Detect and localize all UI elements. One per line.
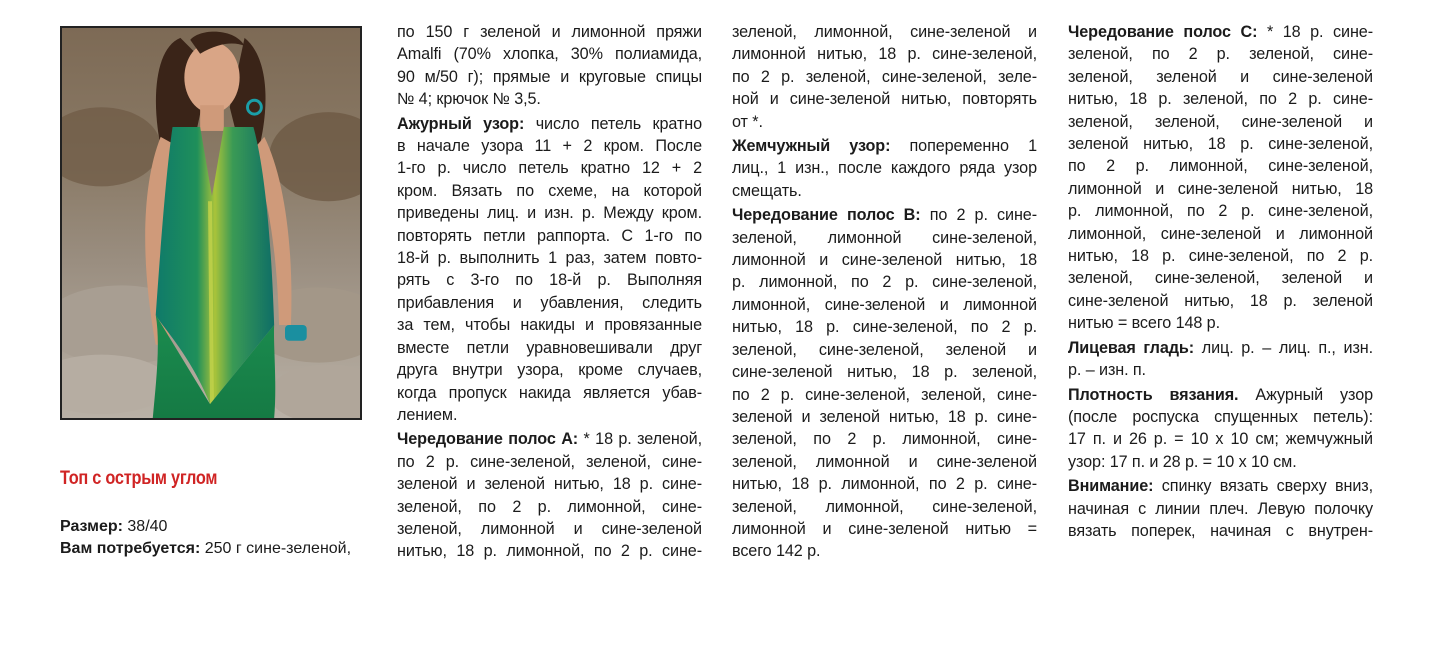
line-text: когда пропуск накида является убав- [397,383,702,402]
line-text: зеленой, лимонной, сине-зеленой, [732,497,1037,516]
line-text: зеленой, по 2 р. лимонной, сине- [732,430,1037,449]
model-photo [60,26,362,420]
text-line [732,428,1037,450]
line-text: Amalfi (70% хлопка, 30% полиамида, [397,45,702,64]
line-text: по 2 р. сине-зеленой, зеленой, сине- [397,452,702,471]
line-text: * 18 р. сине- [1257,23,1373,41]
text-line [732,180,1037,202]
text-line [397,496,702,518]
line-text: лиц., 1 изн., после каждого ряда узор [732,159,1037,178]
line-text: сине-зеленой нитью, 18 р. зеленой [1068,291,1373,310]
line-text: друга внутри узора, кроме случаев, [397,361,702,380]
text-line [1068,359,1373,381]
line-text: зеленой нитью, 18 р. сине-зеленой, [1068,135,1373,154]
line-text: зеленой, сине-зеленой, зеленой и [1068,269,1373,288]
column-1-text [60,516,365,561]
text-line [1068,88,1373,110]
line-text: нитью, 18 р. лимонной, по 2 р. сине- [397,542,702,561]
line-text: рять с 3-го по 18-й р. Выполняя [397,271,702,290]
line-text: зеленой, зеленой, сине-зеленой и [1068,112,1373,131]
line-text: кром. Вязать по схеме, на которой [397,181,702,200]
line-text: смещать. [732,181,802,200]
line-text: попеременно 1 [890,137,1037,156]
text-line [732,496,1037,518]
text-line [732,135,1037,157]
line-text: зеленой и зеленой нитью, 18 р. сине- [732,407,1037,426]
text-line [1068,223,1373,245]
text-line [1068,245,1373,267]
line-text: приведены лиц. и изн. р. Между кром. [397,204,702,223]
text-line [1068,21,1373,43]
line-text: зеленой, сине-зеленой, зеленой и [732,340,1037,359]
line-text: в начале узора 11 + 2 кром. После [397,137,702,156]
line-text: нитью, 18 р. сине-зеленой, по 2 р. [732,318,1037,337]
line-text: лимонной и сине-зеленой нитью, 18 [1068,179,1373,198]
section-label: Жемчужный узор: [732,137,891,156]
line-text: лимонной, сине-зеленой и лимонной [732,295,1037,314]
text-line [732,518,1037,540]
line-text: повторять петли раппорта. С 1-го по [397,226,702,245]
text-line [1068,498,1373,520]
column-2-text [397,21,702,563]
line-text: по 2 р. сине- [920,206,1037,225]
text-line [397,157,702,179]
text-line [1068,428,1373,450]
section-label: Плотность вязания. [1068,385,1239,404]
need-label: Вам потребуется: [60,540,201,558]
text-line [397,43,702,65]
line-text: по 150 г зеленой и лимонной пряжи [397,23,702,41]
text-line [1068,155,1373,177]
text-line [732,473,1037,495]
text-line [397,135,702,157]
text-line [732,227,1037,249]
line-text: нитью = всего 148 р. [1068,314,1220,333]
line-text: по 2 р. лимонной, сине-зеленой, [1068,157,1373,176]
line-text: начиная с линии плеч. Левую полочку [1068,499,1373,518]
line-text: лимонной и сине-зеленой нитью = [732,519,1037,538]
text-line [397,269,702,291]
line-text: зеленой, по 2 р. зеленой, сине- [1068,45,1373,64]
text-line [397,113,702,135]
line-text: зеленой и зеленой нитью, 18 р. сине- [397,475,702,494]
line-text: за тем, чтобы накиды и провязанные [397,316,702,335]
section-label: Ажурный узор: [397,114,525,133]
line-text: Ажурный узор [1238,385,1373,404]
line-text: вместе петли уравновешивали друг [397,338,702,357]
text-line [732,294,1037,316]
text-line [732,271,1037,293]
line-text: нитью, 18 р. лимонной, по 2 р. сине- [732,475,1037,494]
text-line [397,88,702,110]
line-text: зеленой, по 2 р. лимонной, сине- [397,497,702,516]
line-text: нитью, 18 р. сине-зеленой, по 2 р. [1068,247,1373,266]
line-text: р. лимонной, по 2 р. сине-зеленой, [732,273,1037,292]
text-line [732,66,1037,88]
text-line [732,406,1037,428]
text-line [397,382,702,404]
text-line [732,204,1037,226]
text-line [1068,406,1373,428]
line-text: лиц. р. – лиц. п., изн. [1194,338,1373,357]
text-line [1068,111,1373,133]
line-text: (после роспуска спущенных петель): [1068,407,1373,426]
text-line [1068,200,1373,222]
text-line [732,540,1037,562]
section-label: Чередование полос А: [397,430,579,449]
line-text: зеленой, зеленой и сине-зеленой [1068,67,1373,86]
section-label: Внимание: [1068,477,1154,496]
line-text: лимонной нитью, 18 р. сине-зеленой, [732,45,1037,64]
text-line [732,249,1037,271]
line-text: 18-й р. выполнить 1 раз, затем повто- [397,249,702,268]
line-text: лимонной, сине-зеленой и лимонной [1068,224,1373,243]
text-line [397,202,702,224]
line-text: * 18 р. зеленой, [578,430,702,449]
text-line [397,314,702,336]
size-value: 38/40 [122,518,168,535]
line-text: всего 142 р. [732,542,821,561]
text-line [732,43,1037,65]
line-text: узор: 17 п. и 28 р. = 10 х 10 см. [1068,452,1297,471]
text-line [732,316,1037,338]
text-line [1068,43,1373,65]
line-text: зеленой, лимонной, сине-зеленой и [732,23,1037,41]
line-text: ной и сине-зеленой нитью, повторять [732,90,1037,109]
need-value: 250 г сине-зеленой, [200,540,352,558]
text-line [397,404,702,426]
need-line [60,538,365,560]
text-line [397,540,702,562]
section-label: Чередование полос В: [732,206,921,225]
line-text: прибавления и убавления, следить [397,293,702,312]
text-line [397,21,702,43]
text-line [1068,475,1373,497]
text-line [1068,290,1373,312]
size-label: Размер: [60,518,123,535]
line-text: спинку вязать сверху вниз, [1153,477,1373,496]
line-text: № 4; крючок № 3,5. [397,90,541,109]
line-text: лением. [397,405,458,424]
text-line [397,180,702,202]
text-line [397,247,702,269]
line-text: сине-зеленой нитью, 18 р. зеленой, [732,363,1037,382]
section-label: Лицевая гладь: [1068,338,1195,357]
text-line [1068,451,1373,473]
line-text: вязать поперек, начиная с внутрен- [1068,521,1373,540]
text-line [732,384,1037,406]
size-line [60,516,365,538]
text-line [397,292,702,314]
text-line [397,66,702,88]
text-line [732,111,1037,133]
line-text: нитью, 18 р. зеленой, по 2 р. сине- [1068,90,1373,109]
text-line [1068,520,1373,542]
text-line [1068,66,1373,88]
text-line [732,88,1037,110]
line-text: от *. [732,112,763,131]
text-line [732,157,1037,179]
text-line [732,339,1037,361]
text-line [732,361,1037,383]
text-line [1068,133,1373,155]
line-text: число петель кратно [524,114,702,133]
text-line [397,518,702,540]
line-text: зеленой, лимонной и сине-зеленой [397,519,702,538]
text-line [1068,337,1373,359]
line-text: зеленой, лимонной сине-зеленой, [732,228,1037,247]
text-line [397,473,702,495]
text-line [397,225,702,247]
text-line [1068,384,1373,406]
article-title: Топ с острым углом [60,468,218,489]
line-text: р. лимонной, по 2 р. сине-зеленой, [1068,202,1373,221]
text-line [1068,267,1373,289]
line-text: по 2 р. сине-зеленой, зеленой, сине- [732,385,1037,404]
text-line [732,21,1037,43]
column-3-text [732,21,1037,563]
section-label: Чередование полос С: [1068,23,1258,41]
line-text: зеленой, лимонной и сине-зеленой [732,452,1037,471]
text-line [732,451,1037,473]
text-line [397,359,702,381]
text-line [1068,178,1373,200]
line-text: по 2 р. зеленой, сине-зеленой, зеле- [732,67,1037,86]
text-line [1068,312,1373,334]
text-line [397,451,702,473]
text-line [397,337,702,359]
column-4-text [1068,21,1373,542]
line-text: 1-го р. число петель кратно 12 + 2 [397,159,702,178]
line-text: р. – изн. п. [1068,361,1146,380]
line-text: 17 п. и 26 р. = 10 х 10 см; жемчужный [1068,430,1373,449]
model-photo-illustration [62,28,360,418]
line-text: 90 м/50 г); прямые и круговые спицы [397,67,702,86]
line-text: лимонной и сине-зеленой нитью, 18 [732,251,1037,270]
text-line [397,428,702,450]
